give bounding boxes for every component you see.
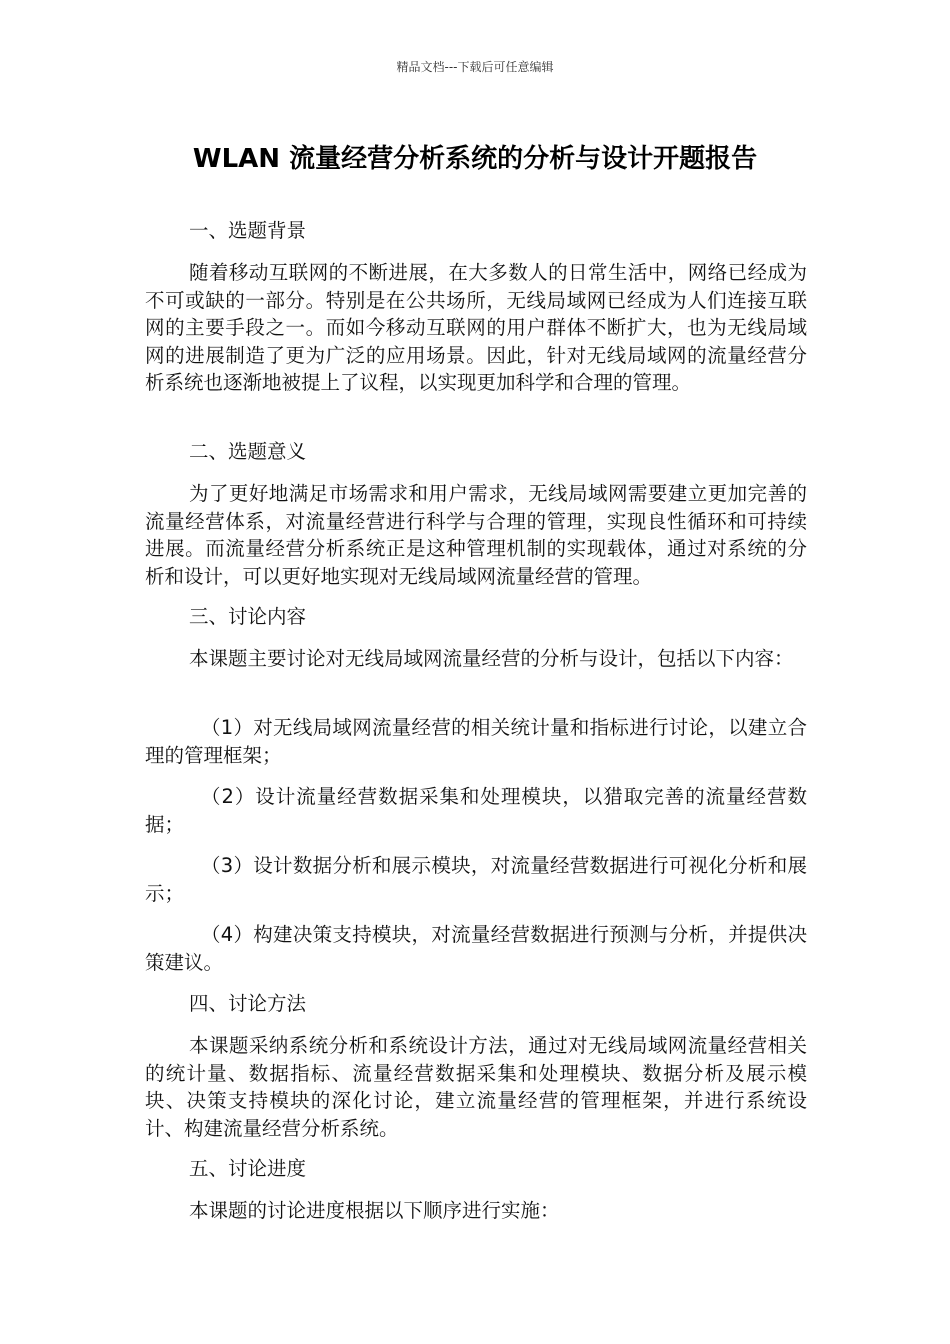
section-heading-method: 四、讨论方法 [189, 992, 307, 1015]
list-item: （4）构建决策支持模块，对流量经营数据进行预测与分析，并提供决策建议。 [145, 923, 807, 974]
document-title: WLAN 流量经营分析系统的分析与设计开题报告 [192, 144, 758, 174]
section-heading-schedule: 五、讨论进度 [189, 1157, 307, 1180]
paragraph-background: 随着移动互联网的不断进展，在大多数人的日常生活中，网络已经成为不可或缺的一部分。特别是在公共场所，无线局域网已经成为人们连接互联网的主要手段之一。而如今移动互联网的用户群体不断扩大，也为无线局域网的进展制造了更为广泛的应用场景。因此，针对无线局域网的流量经营分析系统也逐渐地被提上了议程，以实现更加科学和合理的管理。 [145, 261, 807, 394]
list-item: （1）对无线局域网流量经营的相关统计量和指标进行讨论，以建立合理的管理框架； [145, 716, 807, 767]
paragraph-schedule: 本课题的讨论进度根据以下顺序进行实施： [189, 1199, 560, 1222]
paragraph-method: 本课题采纳系统分析和系统设计方法，通过对无线局域网流量经营相关的统计量、数据指标、流量经营数据采集和处理模块、数据分析及展示模块、决策支持模块的深化讨论，建立流量经营的管理框架，并进行系统设计、构建流量经营分析系统。 [145, 1034, 807, 1140]
paragraph-significance: 为了更好地满足市场需求和用户需求，无线局域网需要建立更加完善的流量经营体系，对流量经营进行科学与合理的管理，实现良性循环和可持续进展。而流量经营分析系统正是这种管理机制的实现载体，通过对系统的分析和设计，可以更好地实现对无线局域网流量经营的管理。 [145, 482, 807, 588]
section-heading-significance: 二、选题意义 [189, 440, 307, 463]
list-item: （3）设计数据分析和展示模块，对流量经营数据进行可视化分析和展示； [145, 854, 807, 905]
section-heading-background: 一、选题背景 [189, 219, 307, 242]
list-item: （2）设计流量经营数据采集和处理模块，以猎取完善的流量经营数据； [145, 785, 807, 836]
section-heading-content: 三、讨论内容 [189, 605, 307, 628]
page-header-watermark: 精品文档---下载后可任意编辑 [396, 60, 554, 74]
paragraph-content-intro: 本课题主要讨论对无线局域网流量经营的分析与设计，包括以下内容： [189, 647, 794, 670]
